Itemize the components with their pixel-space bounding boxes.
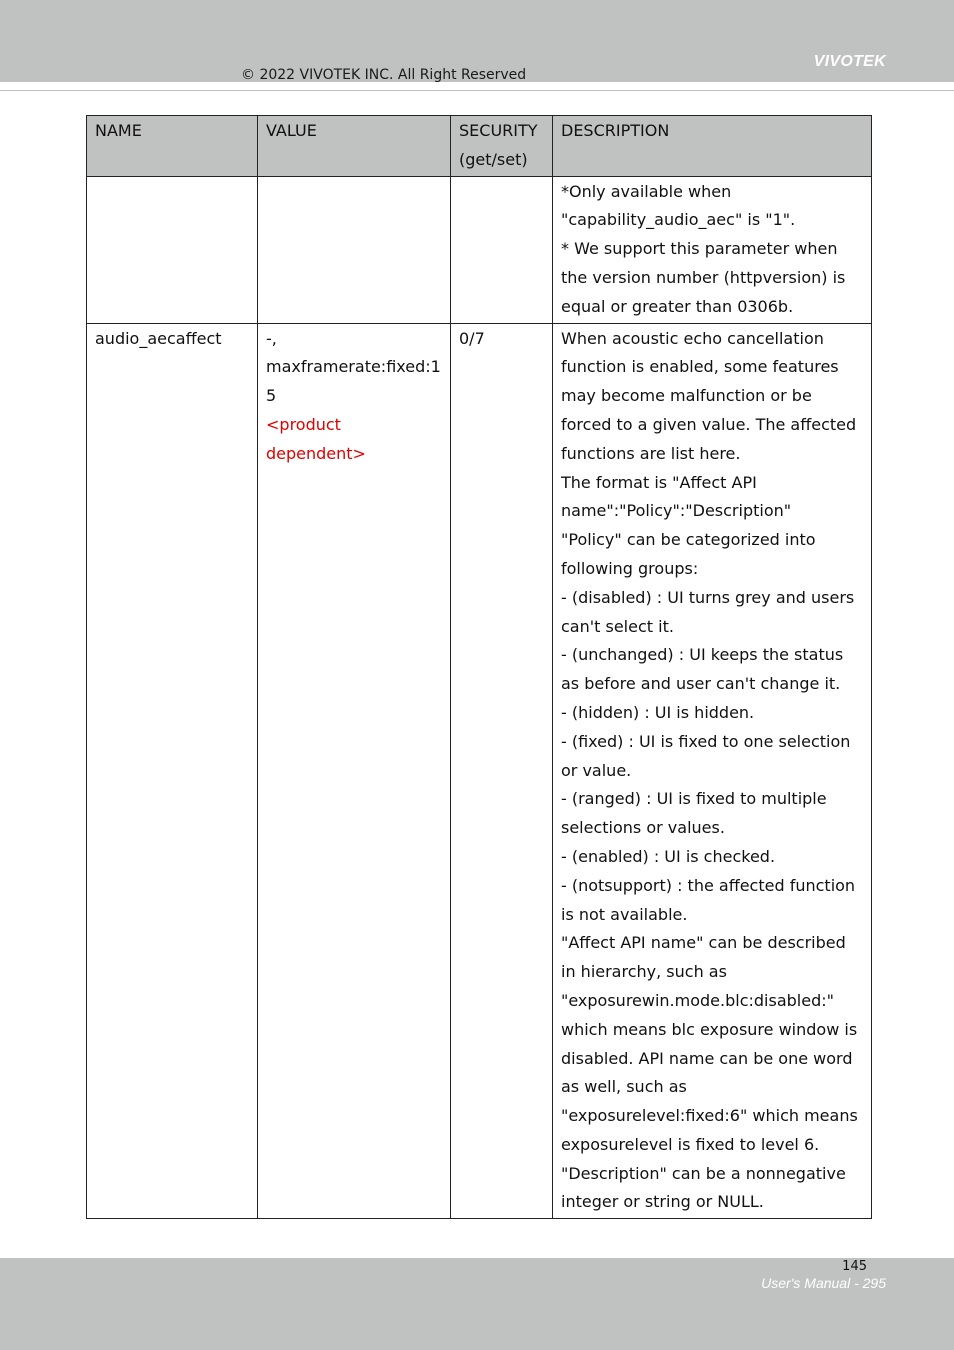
header-security: SECURITY (get/set): [451, 116, 553, 177]
cell-security: 0/7: [451, 323, 553, 1219]
description-paragraph: When acoustic echo cancellation function is enabled, some features may become malfunction or be forced to a given value. The affected functions are list here.: [561, 328, 857, 463]
table-row: [87, 176, 872, 323]
header-divider: [0, 90, 954, 91]
value-text: -, maxframerate:fixed:15: [266, 328, 441, 406]
cell-value: [258, 323, 451, 1219]
description-paragraph: - (hidden) : UI is hidden.: [561, 702, 755, 722]
header-value: VALUE: [258, 116, 451, 177]
description-paragraph: - (unchanged) : UI keeps the status as before and user can't change it.: [561, 645, 844, 694]
description-paragraph: "Affect API name" can be described in hierarchy, such as "exposurewin.mode.blc:disabled:" which means blc exposure window is disabled. API name can be one word as well, such as "exposurelevel:fixed:6" which means exposurelevel is fixed to level 6.: [561, 933, 858, 1154]
description-paragraph: *Only available when "capability_audio_aec" is "1".: [561, 181, 796, 230]
footer-band: [0, 1258, 954, 1350]
cell-name: [87, 176, 258, 323]
description-paragraph: * We support this parameter when the version number (httpversion) is equal or greater than 0306b.: [561, 239, 846, 316]
description-paragraph: - (notsupport) : the affected function is not available.: [561, 875, 856, 924]
table-row: [87, 323, 872, 1219]
cell-description: [553, 323, 872, 1219]
description-paragraph: - (disabled) : UI turns grey and users can't select it.: [561, 587, 855, 636]
cell-value: [258, 176, 451, 323]
cell-description: [553, 176, 872, 323]
parameter-table: [86, 115, 872, 1219]
table-header-row: [87, 116, 872, 177]
description-paragraph: "Description" can be a nonnegative integer or string or NULL.: [561, 1163, 846, 1212]
page-number: 145: [842, 1259, 867, 1274]
product-dependent-note: <product dependent>: [266, 414, 366, 463]
header-description: DESCRIPTION: [553, 116, 872, 177]
description-paragraph: - (enabled) : UI is checked.: [561, 846, 776, 866]
description-paragraph: The format is "Affect API name":"Policy":"Description": [561, 472, 792, 521]
cell-security: [451, 176, 553, 323]
description-paragraph: - (ranged) : UI is fixed to multiple selections or values.: [561, 789, 827, 838]
description-paragraph: - (fixed) : UI is fixed to one selection or value.: [561, 731, 851, 780]
header-name: NAME: [87, 116, 258, 177]
cell-name: audio_aecaffect: [87, 323, 258, 1219]
manual-page-label: User's Manual - 295: [761, 1275, 886, 1291]
brand-logo: VIVOTEK: [813, 53, 886, 70]
description-paragraph: "Policy" can be categorized into following groups:: [561, 530, 816, 578]
copyright-text: © 2022 VIVOTEK INC. All Right Reserved: [241, 67, 527, 83]
